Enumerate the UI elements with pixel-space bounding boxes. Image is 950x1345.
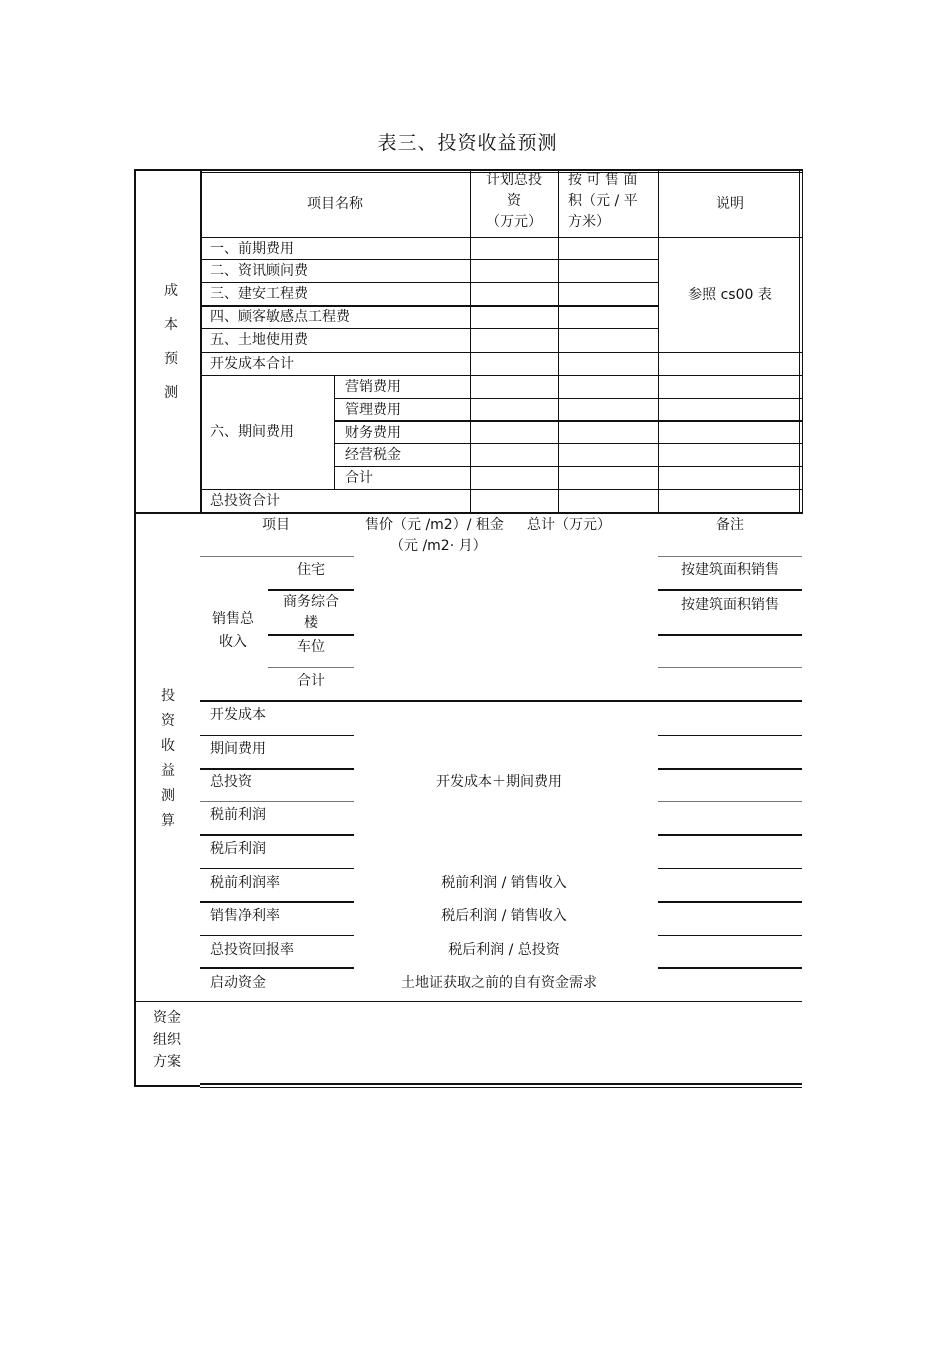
- formula-startup-capital: 土地证获取之前的自有资金需求: [401, 975, 597, 991]
- calc-pretax-profit: 税前利润: [210, 807, 266, 823]
- row-period-expenses: 六、期间费用: [210, 424, 294, 440]
- header-planned-investment: 计划总投 资 （万元）: [486, 172, 542, 230]
- rev-header-remark: 备注: [716, 517, 744, 533]
- row-marketing-fees: 营销费用: [345, 379, 401, 395]
- row-total-investment: 总投资合计: [210, 493, 280, 509]
- rev-header-rent-unit: （元 /m2· 月）: [390, 538, 487, 554]
- formula-roi: 税后利润 / 总投资: [448, 942, 560, 958]
- calc-total-investment: 总投资: [210, 774, 252, 790]
- remark-residential: 按建筑面积销售: [681, 562, 779, 578]
- sales-subtotal: 合计: [297, 673, 325, 689]
- rev-header-item: 项目: [262, 517, 290, 533]
- calc-net-margin: 销售净利率: [210, 908, 280, 924]
- header-item-name: 项目名称: [307, 196, 363, 212]
- row-management-fees: 管理费用: [345, 402, 401, 418]
- formula-pretax-margin: 税前利润 / 销售收入: [441, 875, 567, 891]
- row-business-tax: 经营税金: [345, 447, 401, 463]
- sales-revenue-group: 销售总 收入: [212, 611, 254, 650]
- sales-parking: 车位: [297, 639, 325, 655]
- cost-section-label: 成 本 预 测: [164, 283, 178, 401]
- calc-aftertax-profit: 税后利润: [210, 841, 266, 857]
- calc-pretax-margin: 税前利润率: [210, 875, 280, 891]
- row-land-use-fees: 五、土地使用费: [210, 332, 308, 348]
- header-note: 说明: [716, 196, 744, 212]
- calc-period-cost: 期间费用: [210, 741, 266, 757]
- note-reference: 参照 cs00 表: [688, 287, 772, 303]
- page-title: 表三、投资收益预测: [377, 132, 558, 154]
- row-dev-cost-subtotal: 开发成本合计: [210, 356, 294, 372]
- sales-commercial: 商务综合 楼: [283, 594, 339, 631]
- formula-net-margin: 税后利润 / 销售收入: [441, 908, 567, 924]
- row-period-subtotal: 合计: [345, 470, 373, 486]
- rev-header-price: 售价（元 /m2）/ 租金: [365, 517, 504, 533]
- row-finance-fees: 财务费用: [345, 425, 401, 441]
- row-construction-fees: 三、建安工程费: [210, 286, 308, 302]
- revenue-section-label: 投 资 收 益 测 算: [161, 688, 175, 829]
- header-per-area: 按 可 售 面 积（元 / 平 方米）: [568, 172, 638, 230]
- remark-commercial: 按建筑面积销售: [681, 597, 779, 613]
- formula-total-investment: 开发成本＋期间费用: [436, 774, 562, 790]
- calc-roi: 总投资回报率: [210, 942, 294, 958]
- row-pre-expenses: 一、前期费用: [210, 241, 294, 257]
- funding-section-label: 资金 组织 方案: [153, 1010, 181, 1070]
- sales-residential: 住宅: [297, 562, 325, 578]
- row-consulting-fees: 二、资讯顾问费: [210, 263, 308, 279]
- calc-dev-cost: 开发成本: [210, 707, 266, 723]
- row-sensitive-point-fees: 四、顾客敏感点工程费: [210, 309, 350, 325]
- rev-header-total: 总计（万元）: [527, 517, 611, 533]
- calc-startup-capital: 启动资金: [210, 975, 266, 991]
